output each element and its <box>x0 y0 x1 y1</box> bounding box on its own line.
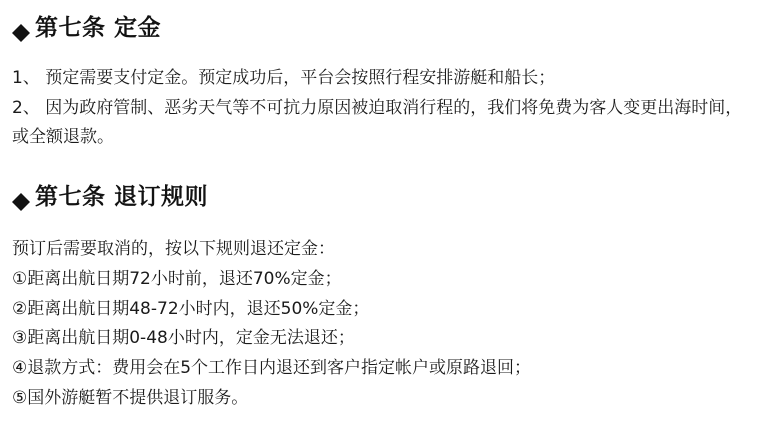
section-deposit-paragraph-2: 2、 因为政府管制、恶劣天气等不可抗力原因被迫取消行程的，我们将免费为客人变更出海时间，或全额退款。 <box>12 97 743 148</box>
section-cancellation <box>12 183 758 413</box>
section-deposit-heading-text: 第七条 定金 <box>35 15 162 41</box>
section-cancellation-intro: 预订后需要取消的，按以下规则退还定金： <box>12 239 335 260</box>
cancellation-rule-item: ④退款方式：费用会在5个工作日内退还到客户指定帐户或原路退回； <box>12 358 532 379</box>
section-cancellation-heading-text: 第七条 退订规则 <box>35 184 209 211</box>
cancellation-rule-item: ②距离出航日期48-72小时内，退还50%定金； <box>12 298 370 319</box>
section-cancellation-heading <box>12 183 758 213</box>
section-deposit-body <box>12 64 758 153</box>
section-deposit <box>12 14 758 153</box>
diamond-bullet-icon <box>12 15 30 33</box>
cancellation-rule-item: ③距离出航日期0-48小时内，定金无法退还； <box>12 328 355 349</box>
section-deposit-paragraph-1: 1、 预定需要支付定金。预定成功后，平台会按照行程安排游艇和船长； <box>12 67 556 88</box>
section-cancellation-body <box>12 235 758 414</box>
cancellation-rule-item: ⑤国外游艇暂不提供退订服务。 <box>12 387 249 408</box>
diamond-bullet-icon <box>12 184 30 202</box>
cancellation-rule-item: ①距离出航日期72小时前，退还70%定金； <box>12 268 342 289</box>
section-deposit-heading <box>12 14 758 44</box>
